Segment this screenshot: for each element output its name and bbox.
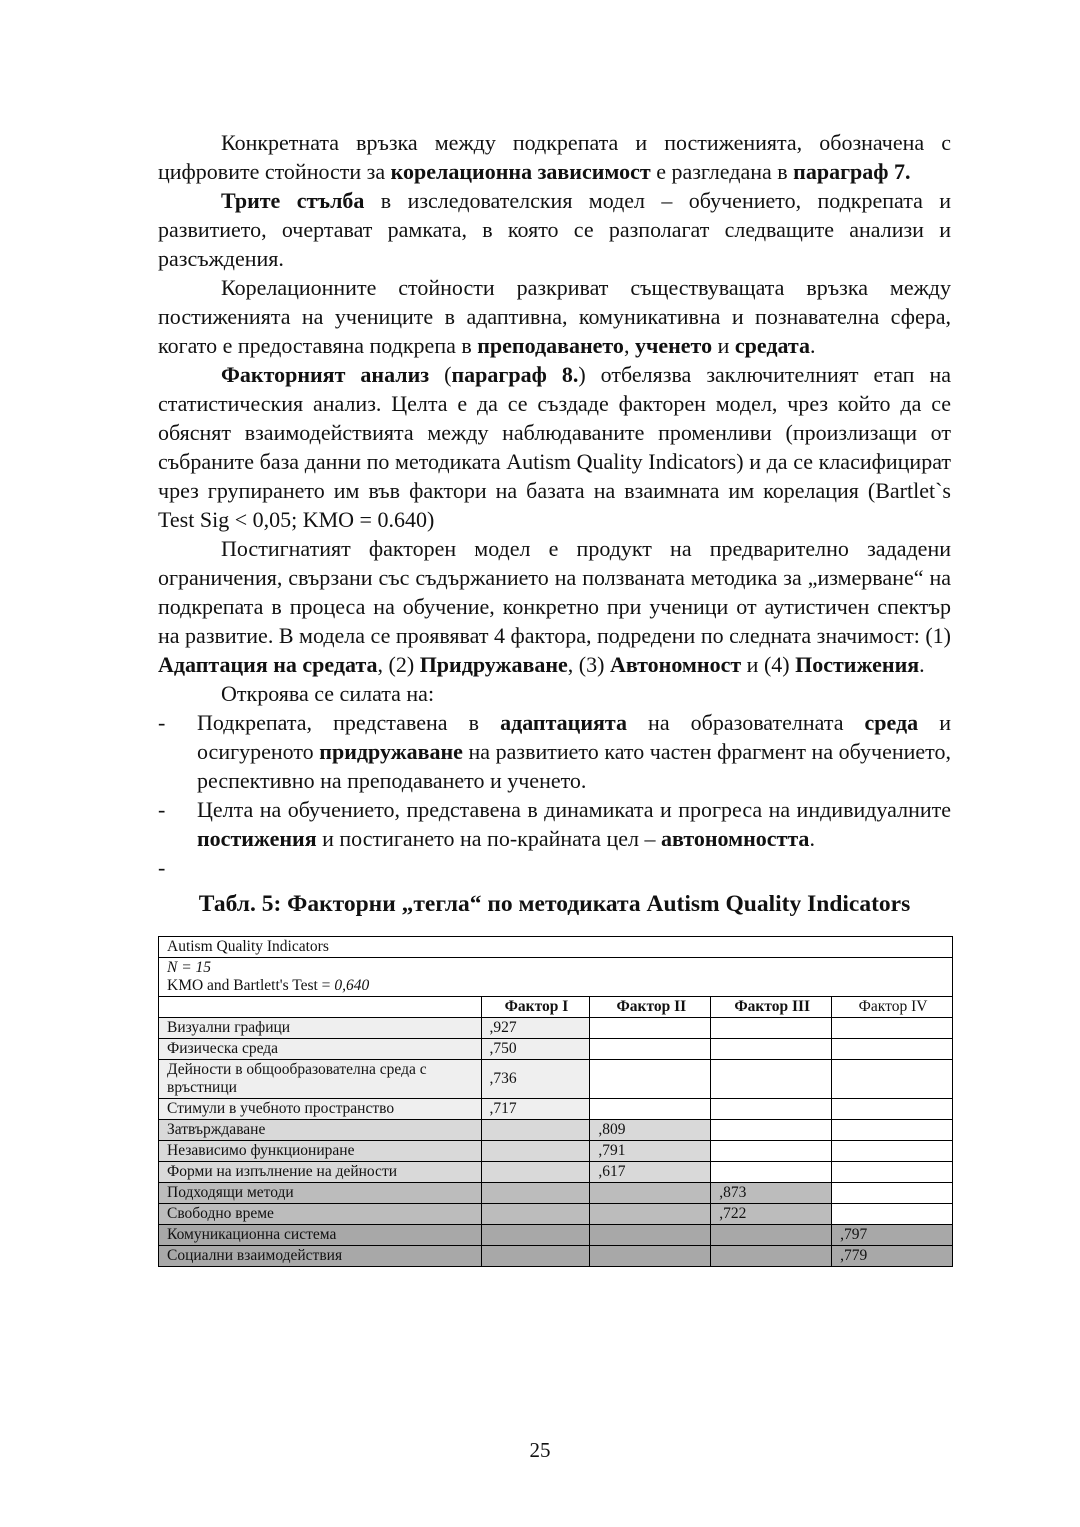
bold-text: адаптацията	[500, 710, 627, 735]
paragraph	[158, 273, 951, 360]
list-dash: -	[158, 797, 166, 822]
bold-text: Автономност	[609, 652, 742, 677]
empty-cell	[832, 1039, 953, 1060]
text-run: ) отбелязва заключителният етап на статистическия анализ. Целта е да се създаде факторен модел, чрез който да се обяснят взаимодействията между наблюдаваните променливи (произлизащи от събраните база данни по методиката Autism Quality Indicators) и да се класифицират чрез групирането им във фактори на базата на взаимната им корелация (Bartlet`s Test Sig < 0,05; KMO = 0.640)	[158, 362, 951, 532]
header-factor-2: Фактор II	[590, 997, 711, 1018]
table-row	[159, 1204, 953, 1225]
bold-text: параграф 8.	[451, 362, 579, 387]
row-label: Свободно време	[159, 1204, 482, 1225]
table-stats-row	[159, 958, 953, 997]
text-run: .	[919, 652, 925, 677]
empty-cell	[590, 1060, 711, 1099]
empty-cell	[832, 1141, 953, 1162]
row-label: Социални взаимодействия	[159, 1246, 482, 1267]
bold-text: корелационна зависимост	[390, 159, 651, 184]
empty-cell	[711, 1141, 832, 1162]
text-run: на образователната	[626, 710, 865, 735]
page-number: 25	[529, 1438, 551, 1462]
empty-cell	[711, 1060, 832, 1099]
empty-cell	[590, 1018, 711, 1039]
bold-text: автономността	[661, 826, 810, 851]
empty-cell	[481, 1120, 590, 1141]
empty-cell	[481, 1225, 590, 1246]
loading-value: ,717	[481, 1099, 590, 1120]
table-row	[159, 1060, 953, 1099]
paragraph	[158, 360, 951, 534]
paragraph	[158, 679, 951, 708]
empty-cell	[590, 1039, 711, 1060]
empty-cell	[590, 1246, 711, 1267]
row-label: Визуални графици	[159, 1018, 482, 1039]
table-row	[159, 1018, 953, 1039]
bold-text: средата	[734, 333, 810, 358]
text-run: на развитието като частен фрагмент на обучението, респективно на преподаването и ученето.	[197, 739, 952, 793]
kmo-label: KMO and Bartlett's Test =	[167, 977, 335, 994]
empty-cell	[481, 1141, 590, 1162]
text-run: , (2)	[377, 652, 420, 677]
kmo-line	[167, 977, 946, 995]
text-run: (	[429, 362, 452, 387]
empty-cell	[711, 1225, 832, 1246]
table-row	[159, 1120, 953, 1141]
text-run: Корелационните стойности разкриват съществуващата връзка между постиженията на учениците в адаптивна, комуникативна и познавателна сфера, когато е предоставяна подкрепа в	[158, 275, 951, 358]
kmo-value: 0,640	[334, 977, 370, 994]
stray-dash: -	[158, 855, 166, 880]
table-row	[159, 1099, 953, 1120]
row-label: Подходящи методи	[159, 1183, 482, 1204]
empty-cell	[832, 1018, 953, 1039]
empty-cell	[832, 1204, 953, 1225]
text-run: , (3)	[567, 652, 610, 677]
bold-text: придружаване	[319, 739, 463, 764]
header-factor-4: Фактор IV	[832, 997, 953, 1018]
empty-cell	[832, 1120, 953, 1141]
table-row	[159, 1039, 953, 1060]
header-factor-1: Фактор I	[481, 997, 590, 1018]
empty-cell	[832, 1183, 953, 1204]
loading-value: ,873	[711, 1183, 832, 1204]
loading-value: ,750	[481, 1039, 590, 1060]
list-item	[158, 795, 951, 853]
empty-cell	[711, 1039, 832, 1060]
loading-value: ,736	[481, 1060, 590, 1099]
table-row	[159, 1183, 953, 1204]
text-run: .	[809, 826, 815, 851]
empty-cell	[711, 1246, 832, 1267]
text-run: и (4)	[741, 652, 796, 677]
loading-value: ,722	[711, 1204, 832, 1225]
bold-text: параграф 7.	[793, 159, 911, 184]
empty-cell	[481, 1162, 590, 1183]
bold-text: преподаването	[477, 333, 624, 358]
table-title-row	[159, 937, 953, 958]
empty-cell	[481, 1183, 590, 1204]
paragraph	[158, 128, 951, 186]
text-run: и осигуреното	[197, 710, 952, 764]
row-label: Форми на изпълнение на дейности	[159, 1162, 482, 1183]
bold-text: Факторният анализ	[221, 362, 430, 387]
row-label: Дейности в общообразователна среда с връстници	[159, 1060, 482, 1099]
empty-cell	[711, 1018, 832, 1039]
table-row	[159, 1141, 953, 1162]
row-label: Физическа среда	[159, 1039, 482, 1060]
paragraph	[158, 186, 951, 273]
page-content	[158, 128, 951, 1267]
loading-value: ,791	[590, 1141, 711, 1162]
loading-value: ,617	[590, 1162, 711, 1183]
text-run: е разгледана в	[650, 159, 794, 184]
text-run: и	[712, 333, 735, 358]
text-run: ,	[623, 333, 635, 358]
table-row	[159, 1246, 953, 1267]
bullet-list	[158, 708, 951, 853]
bold-text: Придружаване	[419, 652, 568, 677]
loading-value: ,927	[481, 1018, 590, 1039]
text-run: .	[809, 333, 816, 358]
text-run: Целта на обучението, представена в динамиката и прогреса на индивидуалните	[197, 797, 951, 822]
table-title: Autism Quality Indicators	[159, 937, 953, 958]
empty-cell	[832, 1060, 953, 1099]
table-row	[159, 1162, 953, 1183]
table-caption: Табл. 5: Факторни „тегла“ по методиката Autism Quality Indicators	[198, 891, 911, 917]
empty-cell	[832, 1099, 953, 1120]
empty-cell	[590, 1099, 711, 1120]
empty-cell	[711, 1099, 832, 1120]
empty-cell	[832, 1162, 953, 1183]
text-run: Откроява се силата на:	[221, 681, 435, 706]
bold-text: ученето	[634, 333, 713, 358]
empty-cell	[481, 1246, 590, 1267]
factor-loadings-table	[158, 936, 953, 1267]
empty-cell	[590, 1183, 711, 1204]
table-header-row	[159, 997, 953, 1018]
loading-value: ,779	[832, 1246, 953, 1267]
bold-text: Постижения	[795, 652, 920, 677]
header-factor-3: Фактор III	[711, 997, 832, 1018]
bold-text: постижения	[197, 826, 317, 851]
empty-cell	[711, 1120, 832, 1141]
loading-value: ,809	[590, 1120, 711, 1141]
bold-text: среда	[864, 710, 919, 735]
body-text	[158, 128, 951, 708]
text-run: Постигнатият факторен модел е продукт на предварително зададени ограничения, свързани със съдържанието на ползваната методика за „измерване“ на подкрепата в процеса на обучение, конкретно при ученици от аутистичен спектър на развитие. В модела се проявяват 4 фактора, подредени по следната значимост: (1)	[158, 536, 951, 648]
text-run: Подкрепата, представена в	[197, 710, 501, 735]
table-stats	[159, 958, 953, 997]
list-dash: -	[158, 710, 166, 735]
empty-cell	[590, 1204, 711, 1225]
text-run: Конкретната връзка между подкрепата и постиженията, обозначена с цифровите стойности за	[158, 130, 951, 184]
row-label: Независимо функциониране	[159, 1141, 482, 1162]
row-label: Комуникационна система	[159, 1225, 482, 1246]
list-item	[158, 708, 951, 795]
text-run: в изследователския модел – обучението, подкрепата и развитието, очертават рамката, в която се разполагат следващите анализи и разсъждения.	[158, 188, 952, 271]
bold-text: Трите стълба	[221, 188, 365, 213]
text-run: и постигането на по-крайната цел –	[316, 826, 662, 851]
empty-cell	[711, 1162, 832, 1183]
empty-cell	[590, 1225, 711, 1246]
empty-cell	[481, 1204, 590, 1225]
header-empty	[159, 997, 482, 1018]
paragraph	[158, 534, 951, 679]
table-row	[159, 1225, 953, 1246]
sample-size: N = 15	[167, 959, 212, 976]
loading-value: ,797	[832, 1225, 953, 1246]
row-label: Стимули в учебното пространство	[159, 1099, 482, 1120]
bold-text: Адаптация на средата	[158, 652, 378, 677]
row-label: Затвърждаване	[159, 1120, 482, 1141]
